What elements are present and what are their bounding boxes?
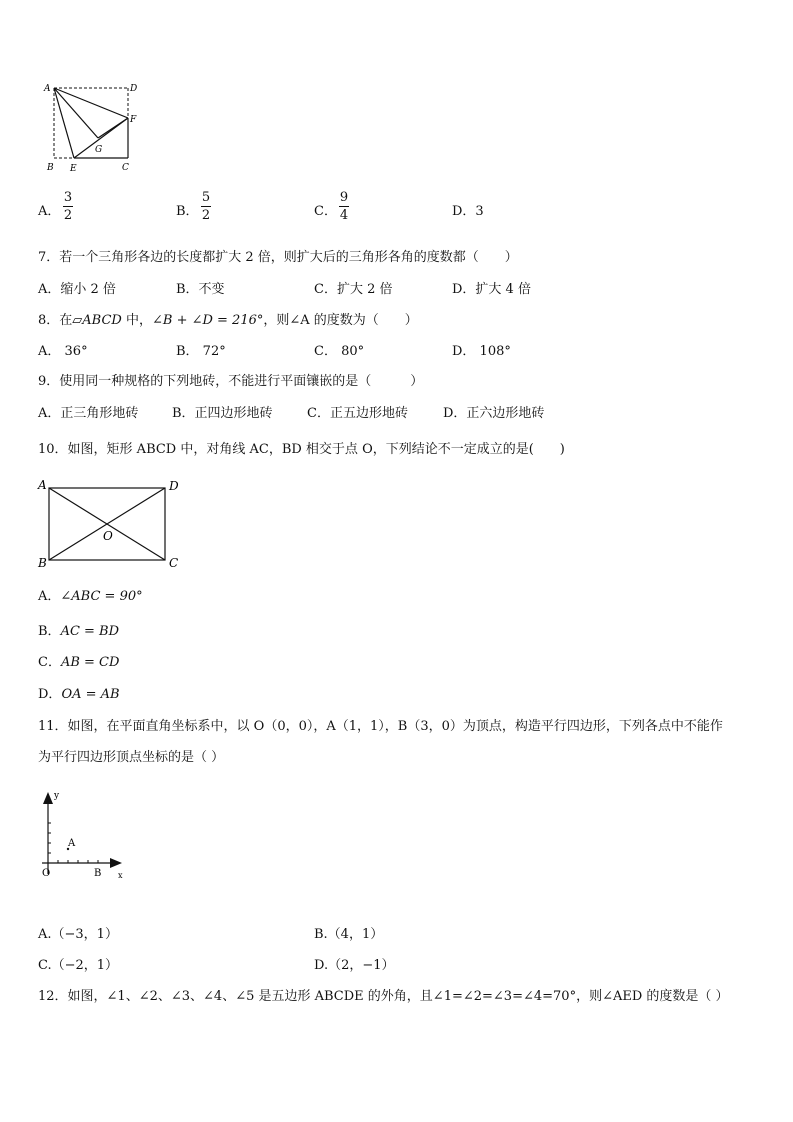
fig6-label-b: B xyxy=(47,163,54,173)
q7-stem: 7．若一个三角形各边的长度都扩大 2 倍，则扩大后的三角形各角的度数都（ ） xyxy=(38,250,518,265)
fig6-label-a: A xyxy=(44,84,51,94)
fig6-label-c: C xyxy=(122,163,129,173)
q8-option-d: D． 108° xyxy=(452,344,511,359)
q10-option-a: A．∠ABC = 90° xyxy=(38,589,143,604)
q11-option-b: B.（4，1） xyxy=(314,927,384,942)
fig6-label-g: G xyxy=(95,145,103,155)
q8-option-a: A． 36° xyxy=(38,344,88,359)
parallelogram-symbol: ▱ xyxy=(72,313,83,328)
q7-option-b: B．不变 xyxy=(176,282,225,297)
q9-option-b: B．正四边形地砖 xyxy=(172,406,273,421)
q10-option-b: B．AC = BD xyxy=(38,624,120,639)
q10-option-d: D．OA = AB xyxy=(38,687,120,702)
q9-option-a: A．正三角形地砖 xyxy=(38,406,139,421)
q10-stem: 10．如图，矩形 ABCD 中，对角线 AC，BD 相交于点 O，下列结论不一定成立的是( ) xyxy=(38,442,565,457)
q8-option-b: B． 72° xyxy=(176,344,226,359)
q8-stem: 8．在▱ABCD 中，∠B + ∠D = 216°，则∠A 的度数为（ ） xyxy=(38,313,418,328)
q6-option-b-label: B． xyxy=(176,204,199,219)
fig10-label-a: A xyxy=(38,478,47,492)
fig6-label-f: F xyxy=(130,115,137,125)
q8-option-c: C． 80° xyxy=(314,344,365,359)
q6-option-b-fraction: 5 2 xyxy=(201,190,211,223)
fig11-label-o: O xyxy=(42,868,51,879)
q10-figure xyxy=(36,476,186,572)
fig10-label-o: O xyxy=(103,529,113,543)
fig11-label-y: y xyxy=(54,791,60,801)
q11-option-d: D.（2，−1） xyxy=(314,958,395,973)
q6-option-d: D．3 xyxy=(452,204,484,219)
fig6-label-e: E xyxy=(70,164,77,174)
q9-stem: 9．使用同一种规格的下列地砖，不能进行平面镶嵌的是（ ） xyxy=(38,374,424,389)
fig10-label-c: C xyxy=(169,556,179,570)
fig11-label-a: A xyxy=(68,838,76,849)
fig10-label-d: D xyxy=(169,479,179,493)
q11-figure xyxy=(36,786,136,886)
q7-option-a: A．缩小 2 倍 xyxy=(38,282,116,297)
q12-stem: 12．如图，∠1、∠2、∠3、∠4、∠5 是五边形 ABCDE 的外角，且∠1=∠2=∠3=∠4=70°，则∠AED 的度数是（ ） xyxy=(38,989,729,1004)
q6-figure xyxy=(38,78,148,174)
q6-option-c-fraction: 9 4 xyxy=(339,190,349,223)
fig6-label-d: D xyxy=(130,84,138,94)
fig11-label-x: x xyxy=(118,871,123,880)
q9-option-c: C．正五边形地砖 xyxy=(307,406,408,421)
fig10-label-b: B xyxy=(38,556,47,570)
q11-stem-line1: 11．如图，在平面直角坐标系中，以 O（0，0），A（1，1），B（3，0）为顶点，构造平行四边形，下列各点中不能作 xyxy=(38,719,723,734)
q11-stem-line2: 为平行四边形顶点坐标的是（ ） xyxy=(38,750,225,765)
q11-option-c: C.（−2，1） xyxy=(38,958,119,973)
q9-option-d: D．正六边形地砖 xyxy=(443,406,545,421)
q6-option-a-fraction: 3 2 xyxy=(63,190,73,223)
q10-option-c: C．AB = CD xyxy=(38,655,120,670)
q7-option-c: C．扩大 2 倍 xyxy=(314,282,393,297)
q11-option-a: A.（−3，1） xyxy=(38,927,118,942)
q7-option-d: D．扩大 4 倍 xyxy=(452,282,531,297)
fig11-label-b: B xyxy=(94,868,102,879)
q6-option-c-label: C． xyxy=(314,204,337,219)
q6-option-a-label: A． xyxy=(38,204,61,219)
